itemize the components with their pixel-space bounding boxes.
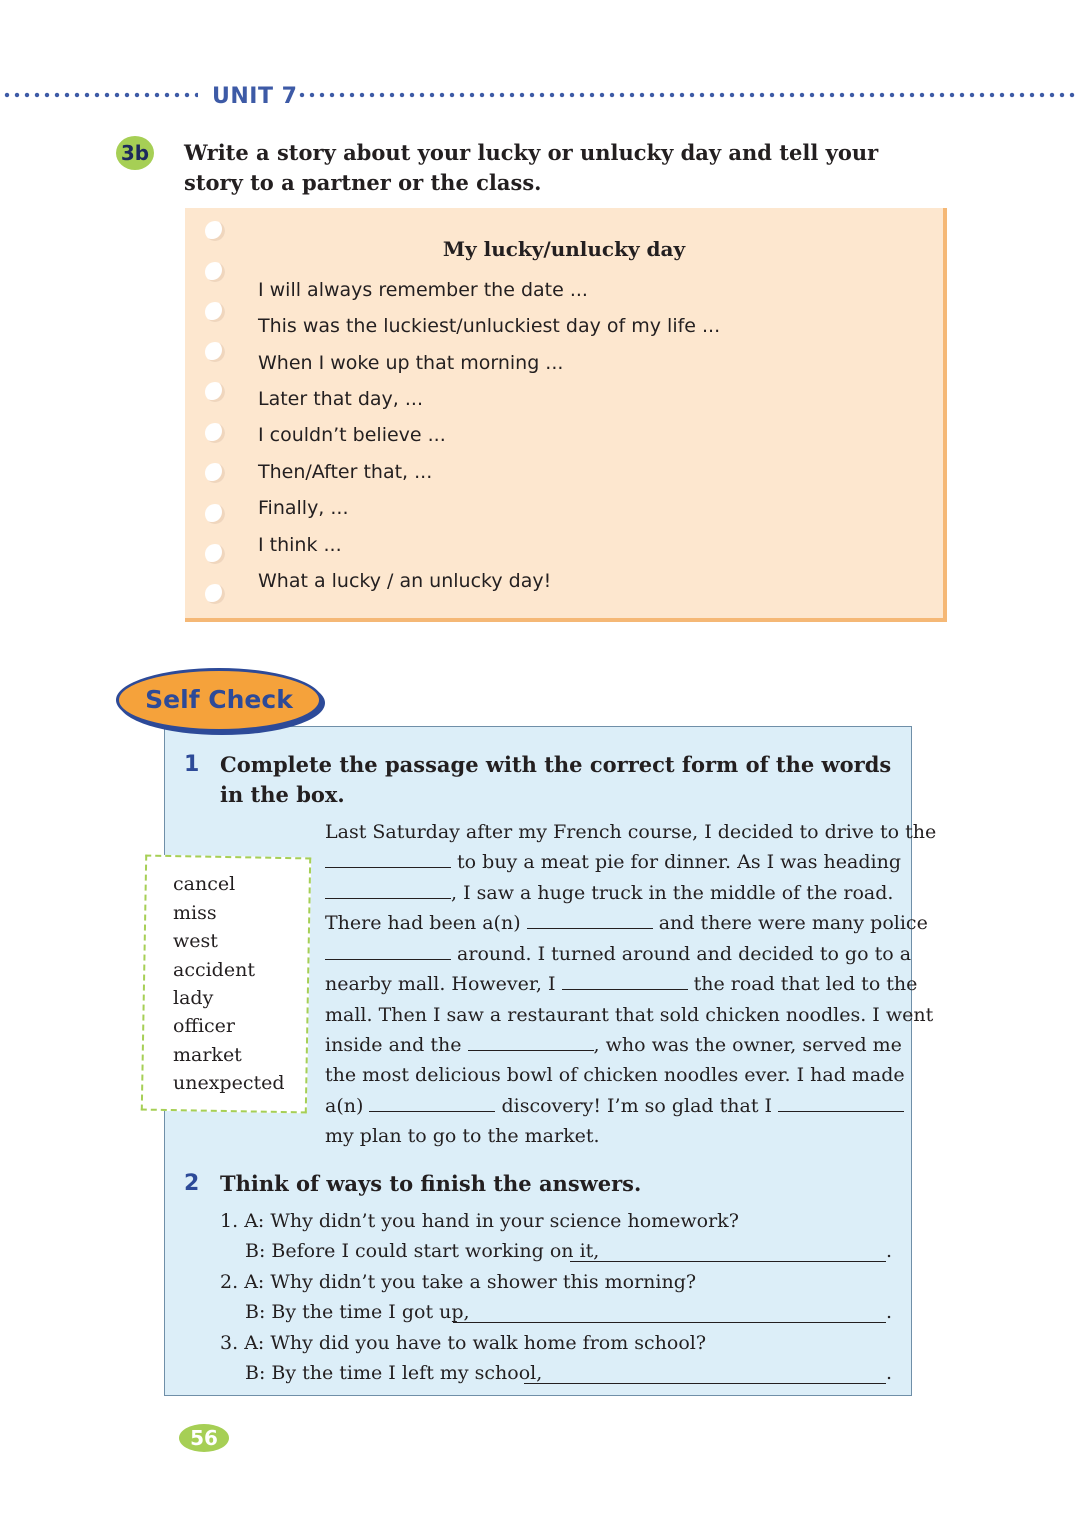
passage-line: around. I turned around and decided to go to a bbox=[325, 939, 893, 969]
answer-blank[interactable] bbox=[778, 1091, 904, 1112]
page-number: 56 bbox=[179, 1424, 229, 1452]
answer-blank[interactable] bbox=[527, 908, 653, 929]
answer-blank[interactable] bbox=[453, 1302, 886, 1323]
self-check-badge: Self Check bbox=[116, 668, 322, 732]
notepad-line: What a lucky / an unlucky day! bbox=[258, 570, 552, 592]
question-1-instruction: Complete the passage with the correct form of the words in the box. bbox=[220, 752, 892, 807]
exchange-3-question: 3. A: Why did you have to walk home from school? bbox=[220, 1332, 707, 1354]
answer-blank[interactable] bbox=[570, 1241, 886, 1262]
binder-ring-icon bbox=[205, 463, 225, 483]
passage-line: the most delicious bowl of chicken noodles ever. I had made bbox=[325, 1064, 905, 1086]
answer-period: . bbox=[886, 1301, 893, 1323]
exchange-1-question: 1. A: Why didn’t you hand in your science homework? bbox=[220, 1210, 739, 1232]
word-box-item: unexpected bbox=[173, 1072, 285, 1094]
answer-blank[interactable] bbox=[524, 1363, 886, 1384]
task-3b-badge: 3b bbox=[116, 136, 154, 170]
notepad-line: I couldn’t believe ... bbox=[258, 424, 446, 446]
word-box-item: cancel bbox=[173, 873, 236, 895]
answer-period: . bbox=[886, 1362, 893, 1384]
binder-ring-icon bbox=[205, 342, 225, 362]
notepad-line: When I woke up that morning ... bbox=[258, 352, 564, 374]
word-box-item: accident bbox=[173, 959, 255, 981]
passage-line: There had been a(n) and there were many police bbox=[325, 908, 893, 938]
passage-line: Last Saturday after my French course, I decided to drive to the bbox=[325, 821, 937, 843]
notepad-line: Finally, ... bbox=[258, 497, 349, 519]
passage-line: my plan to go to the market. bbox=[325, 1125, 600, 1147]
notepad-line: Then/After that, ... bbox=[258, 461, 433, 483]
exchange-2-question: 2. A: Why didn’t you take a shower this morning? bbox=[220, 1271, 697, 1293]
word-box-item: miss bbox=[173, 902, 217, 924]
word-box-item: lady bbox=[173, 987, 214, 1009]
passage-line: to buy a meat pie for dinner. As I was heading bbox=[325, 847, 893, 877]
binder-ring-icon bbox=[205, 584, 225, 604]
word-box-item: market bbox=[173, 1044, 242, 1066]
word-box-item: west bbox=[173, 930, 218, 952]
notepad-title: My lucky/unlucky day bbox=[442, 237, 686, 261]
notepad-line: I will always remember the date ... bbox=[258, 279, 588, 301]
answer-blank[interactable] bbox=[325, 847, 451, 868]
answer-blank[interactable] bbox=[468, 1030, 594, 1051]
header-dots-right bbox=[297, 91, 1077, 99]
answer-blank[interactable] bbox=[562, 969, 688, 990]
word-box-item: officer bbox=[173, 1015, 235, 1037]
passage-line: inside and the , who was the owner, served me bbox=[325, 1030, 893, 1060]
exchange-3-answer: B: By the time I left my school, bbox=[245, 1362, 543, 1384]
binder-ring-icon bbox=[205, 302, 225, 322]
notepad-line: Later that day, ... bbox=[258, 388, 423, 410]
passage-line: a(n) discovery! I’m so glad that I bbox=[325, 1091, 893, 1121]
exchange-1-answer: B: Before I could start working on it, bbox=[245, 1240, 600, 1262]
answer-blank[interactable] bbox=[325, 939, 451, 960]
notepad-line: This was the luckiest/unluckiest day of my life ... bbox=[258, 315, 721, 337]
binder-ring-icon bbox=[205, 262, 225, 282]
header-dots-left bbox=[2, 91, 198, 99]
answer-blank[interactable] bbox=[325, 878, 451, 899]
binder-ring-icon bbox=[205, 504, 225, 524]
answer-blank[interactable] bbox=[369, 1091, 495, 1112]
answer-period: . bbox=[886, 1240, 893, 1262]
binder-ring-icon bbox=[205, 423, 225, 443]
passage-line: nearby mall. However, I the road that led to the bbox=[325, 969, 893, 999]
unit-title: UNIT 7 bbox=[212, 84, 298, 109]
question-1-number: 1 bbox=[184, 752, 200, 777]
passage-line: mall. Then I saw a restaurant that sold chicken noodles. I went bbox=[325, 1004, 934, 1026]
question-2-instruction: Think of ways to finish the answers. bbox=[220, 1171, 642, 1196]
question-2-number: 2 bbox=[184, 1171, 200, 1196]
passage-line: , I saw a huge truck in the middle of the road. bbox=[325, 878, 893, 908]
exchange-2-answer: B: By the time I got up, bbox=[245, 1301, 470, 1323]
notepad bbox=[185, 208, 947, 622]
binder-ring-icon bbox=[205, 382, 225, 402]
notepad-line: I think ... bbox=[258, 534, 342, 556]
task-3b-instruction: Write a story about your lucky or unlucky day and tell your story to a partner or the class. bbox=[184, 140, 879, 195]
binder-ring-icon bbox=[205, 544, 225, 564]
